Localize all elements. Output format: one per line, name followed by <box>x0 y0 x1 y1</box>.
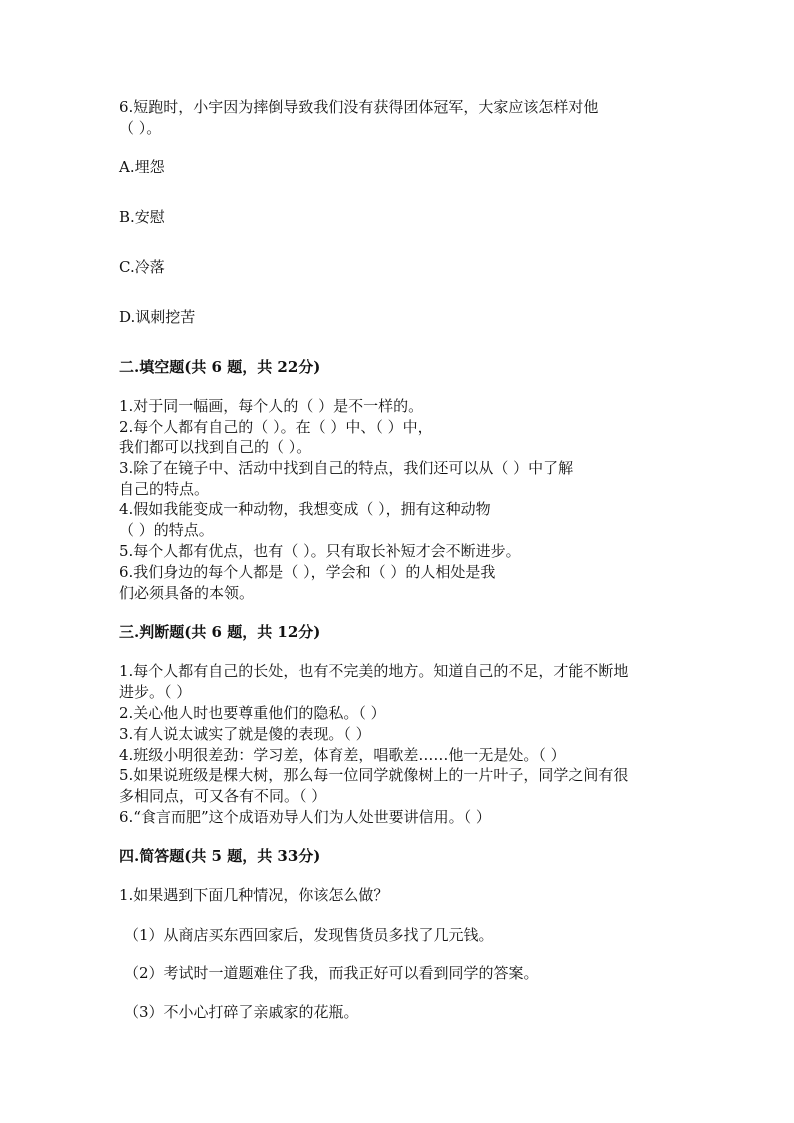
section-judge-title: 三.判断题(共 6 题，共 12分) <box>119 623 321 641</box>
short-q1-sub-3: （3）不小心打碎了亲戚家的花瓶。 <box>124 1003 359 1021</box>
q6-option-d: D.讽刺挖苦 <box>119 308 196 326</box>
judge-line-1: 1.每个人都有自己的长处，也有不完美的地方。知道自己的不足，才能不断地 <box>119 662 629 680</box>
judge-line-2: 进步。（ ） <box>119 683 192 701</box>
judge-line-3: 2.关心他人时也要尊重他们的隐私。（ ） <box>119 704 386 722</box>
fill-line-7: （ ）的特点。 <box>119 521 214 539</box>
judge-line-5: 4.班级小明很差劲：学习差，体育差，唱歌差……他一无是处。（ ） <box>119 746 566 764</box>
judge-line-6: 5.如果说班级是棵大树，那么每一位同学就像树上的一片叶子，同学之间有很 <box>119 766 629 784</box>
judge-line-8: 6.“食言而肥”这个成语劝导人们为人处世要讲信用。（ ） <box>119 808 491 826</box>
short-q1-sub-2: （2）考试时一道题难住了我，而我正好可以看到同学的答案。 <box>124 964 539 982</box>
short-q1: 1.如果遇到下面几种情况，你该怎么做？ <box>119 886 389 904</box>
fill-line-2: 2.每个人都有自己的（ ）。在（ ）中、（ ）中， <box>119 418 433 436</box>
fill-line-4: 3.除了在镜子中、活动中找到自己的特点，我们还可以从（ ）中了解 <box>119 459 574 477</box>
q6-option-c: C.冷落 <box>119 258 165 276</box>
judge-line-4: 3.有人说太诚实了就是傻的表现。（ ） <box>119 725 371 743</box>
fill-line-9: 6.我们身边的每个人都是（ ），学会和（ ）的人相处是我 <box>119 563 496 581</box>
q6-stem-line1: 6.短跑时，小宇因为摔倒导致我们没有获得团体冠军，大家应该怎样对他 <box>119 98 599 116</box>
fill-line-5: 自己的特点。 <box>119 480 210 498</box>
q6-stem-line2: （ ）。 <box>119 119 162 137</box>
short-q1-sub-1: （1）从商店买东西回家后，发现售货员多找了几元钱。 <box>124 926 494 944</box>
fill-line-10: 们必须具备的本领。 <box>119 584 255 602</box>
section-fill-title: 二.填空题(共 6 题，共 22分) <box>119 358 321 376</box>
fill-line-1: 1.对于同一幅画，每个人的（ ）是不一样的。 <box>119 397 424 415</box>
fill-line-8: 5.每个人都有优点，也有（ ）。只有取长补短才会不断进步。 <box>119 542 521 560</box>
q6-option-a: A.埋怨 <box>119 158 165 176</box>
judge-line-7: 多相同点，可又各有不同。（ ） <box>119 787 327 805</box>
fill-line-6: 4.假如我能变成一种动物，我想变成（ ），拥有这种动物 <box>119 500 491 518</box>
q6-option-b: B.安慰 <box>119 208 165 226</box>
fill-line-3: 我们都可以找到自己的（ ）。 <box>119 438 312 456</box>
section-short-title: 四.简答题(共 5 题，共 33分) <box>119 847 321 865</box>
